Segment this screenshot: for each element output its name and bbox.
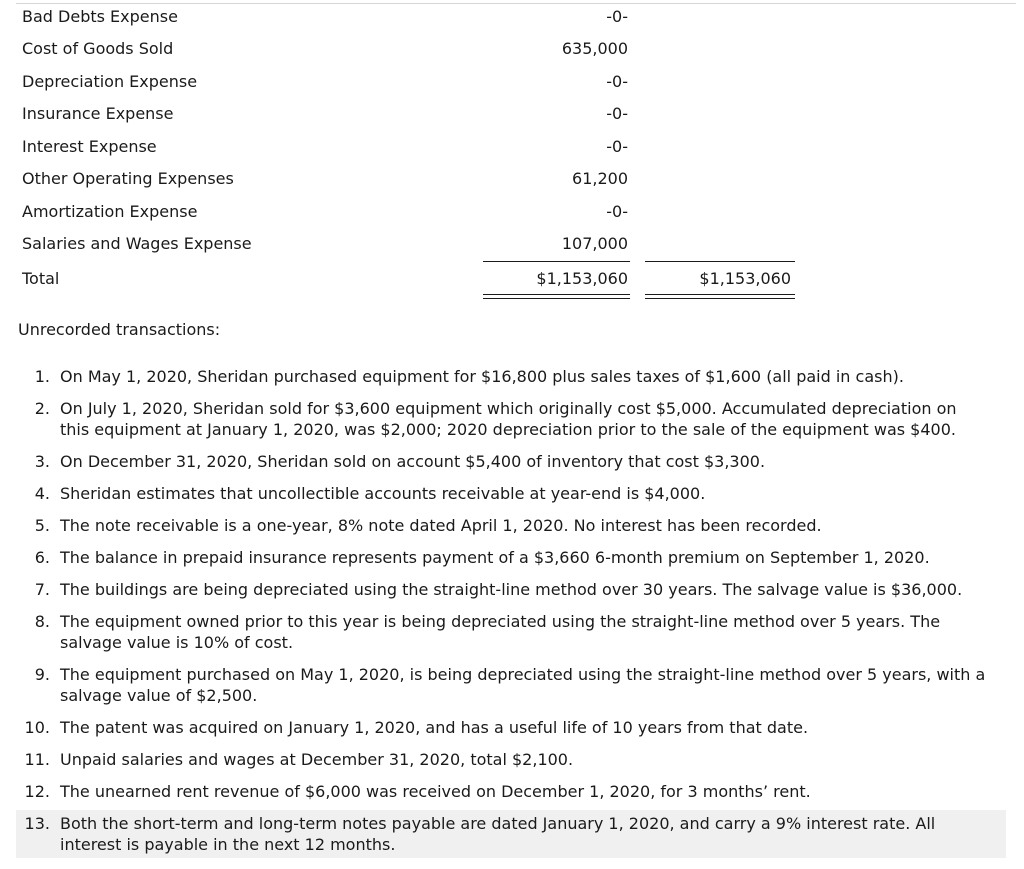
item-text: On July 1, 2020, Sheridan sold for $3,600 equipment which originally cost $5,000. Accumulated depreciation on this equipment at January 1, 2020, was $2,000; 2020 depreciation prior to the sale of the equipment was $400. (60, 399, 957, 439)
total-label: Total (22, 269, 60, 288)
item-text: On May 1, 2020, Sheridan purchased equipment for $16,800 plus sales taxes of $1,600 (all paid in cash). (60, 367, 904, 386)
table-row (0, 100, 1024, 132)
debit-amount: -0- (606, 104, 628, 123)
credit-subtotal-rule (645, 261, 795, 262)
table-row (0, 133, 1024, 165)
table-row (0, 165, 1024, 197)
list-item-highlighted (16, 810, 1006, 858)
unrecorded-transactions-list (16, 363, 1006, 863)
account-name: Cost of Goods Sold (22, 39, 174, 58)
item-text: Unpaid salaries and wages at December 31, 2020, total $2,100. (60, 750, 574, 769)
table-row (0, 68, 1024, 100)
item-text: The balance in prepaid insurance represents payment of a $3,660 6-month premium on September 1, 2020. (60, 548, 930, 567)
table-row (0, 198, 1024, 230)
account-name: Salaries and Wages Expense (22, 234, 252, 253)
account-name: Other Operating Expenses (22, 169, 234, 188)
debit-amount: 61,200 (572, 169, 628, 188)
debit-amount: 635,000 (561, 39, 628, 58)
account-name: Amortization Expense (22, 202, 198, 221)
debit-amount: -0- (606, 7, 628, 26)
list-item (16, 608, 1006, 656)
debit-subtotal-rule (483, 261, 630, 262)
item-text: The equipment purchased on May 1, 2020, is being depreciated using the straight-line method over 5 years, with a salvage value of $2,500. (60, 665, 986, 705)
debit-amount: -0- (606, 72, 628, 91)
list-item (16, 395, 1006, 443)
list-item (16, 778, 1006, 805)
total-credit: $1,153,060 (699, 269, 791, 288)
list-item (16, 746, 1006, 773)
account-name: Interest Expense (22, 137, 157, 156)
account-name: Depreciation Expense (22, 72, 198, 91)
debit-amount: -0- (606, 202, 628, 221)
list-item (16, 480, 1006, 507)
debit-amount: -0- (606, 137, 628, 156)
list-item (16, 714, 1006, 741)
item-text: The buildings are being depreciated using the straight-line method over 30 years. The salvage value is $36,000. (60, 580, 963, 599)
debit-total-double-rule (483, 294, 630, 299)
debit-amount: 107,000 (561, 234, 628, 253)
item-number: 2. (34, 399, 50, 418)
item-number: 8. (34, 612, 50, 631)
unrecorded-transactions-heading: Unrecorded transactions: (18, 320, 221, 339)
item-number: 4. (34, 484, 50, 503)
table-row (0, 3, 1024, 35)
item-text: The note receivable is a one-year, 8% note dated April 1, 2020. No interest has been recorded. (60, 516, 822, 535)
list-item (16, 363, 1006, 390)
item-text: The equipment owned prior to this year is being depreciated using the straight-line method over 5 years. The salvage value is 10% of cost. (60, 612, 941, 652)
item-number: 9. (34, 665, 50, 684)
item-number: 11. (24, 750, 50, 769)
total-row (0, 265, 1024, 297)
table-row (0, 230, 1024, 262)
total-debit: $1,153,060 (536, 269, 628, 288)
list-item (16, 576, 1006, 603)
item-number: 10. (24, 718, 50, 737)
item-text: The patent was acquired on January 1, 2020, and has a useful life of 10 years from that date. (60, 718, 809, 737)
item-text: Both the short-term and long-term notes payable are dated January 1, 2020, and carry a 9% interest rate. All interest is payable in the next 12 months. (60, 814, 936, 854)
account-name: Bad Debts Expense (22, 7, 178, 26)
item-number: 6. (34, 548, 50, 567)
item-text: The unearned rent revenue of $6,000 was received on December 1, 2020, for 3 months’ rent. (60, 782, 811, 801)
list-item (16, 661, 1006, 709)
item-number: 7. (34, 580, 50, 599)
list-item (16, 448, 1006, 475)
table-row (0, 35, 1024, 67)
item-number: 13. (24, 814, 50, 833)
item-number: 5. (34, 516, 50, 535)
item-text: Sheridan estimates that uncollectible accounts receivable at year-end is $4,000. (60, 484, 706, 503)
item-number: 3. (34, 452, 50, 471)
item-number: 12. (24, 782, 50, 801)
account-name: Insurance Expense (22, 104, 174, 123)
item-text: On December 31, 2020, Sheridan sold on account $5,400 of inventory that cost $3,300. (60, 452, 766, 471)
list-item (16, 544, 1006, 571)
list-item (16, 512, 1006, 539)
credit-total-double-rule (645, 294, 795, 299)
item-number: 1. (34, 367, 50, 386)
